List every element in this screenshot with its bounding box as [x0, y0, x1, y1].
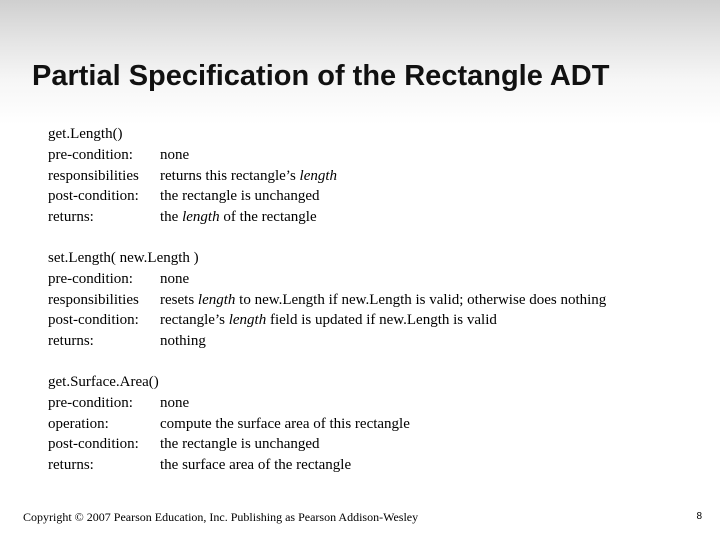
spec-row-value: the rectangle is unchanged [160, 188, 320, 205]
spec-block-set-length [48, 248, 606, 352]
spec-row [48, 414, 410, 435]
spec-row-label: responsibilities [48, 167, 139, 184]
spec-row-label: returns: [48, 457, 94, 474]
spec-row [48, 434, 410, 455]
spec-row-value: the length of the rectangle [160, 209, 317, 226]
page-number: 8 [696, 511, 702, 522]
spec-row-label: pre-condition: [48, 270, 133, 287]
spec-row-value: resets length to new.Length if new.Length is valid; otherwise does nothing [160, 291, 607, 308]
copyright-footer: Copyright © 2007 Pearson Education, Inc. Publishing as Pearson Addison-Wesley [23, 510, 419, 524]
spec-row-value: the surface area of the rectangle [160, 457, 352, 474]
spec-row-value: none [160, 270, 190, 287]
spec-row-label: pre-condition: [48, 146, 133, 163]
spec-row-value: rectangle’s length field is updated if new.Length is valid [160, 312, 497, 329]
emphasized-term: length [299, 167, 338, 184]
spec-row [48, 310, 606, 331]
spec-row-value: none [160, 394, 190, 411]
spec-row-label: returns: [48, 333, 94, 350]
spec-row-label: post-condition: [48, 188, 139, 205]
spec-row-label: post-condition: [48, 312, 139, 329]
emphasized-term: length [228, 312, 267, 329]
spec-method-name: get.Surface.Area() [48, 374, 159, 390]
spec-row [48, 331, 606, 352]
spec-row-label: returns: [48, 209, 94, 226]
emphasized-term: length [182, 209, 220, 226]
spec-row [48, 455, 410, 476]
spec-row-value: returns this rectangle’s length [160, 167, 338, 184]
spec-row-value: none [160, 146, 190, 163]
spec-row-label: post-condition: [48, 436, 139, 453]
spec-block-get-surface-area [48, 372, 410, 476]
spec-row-value: compute the surface area of this rectangle [160, 415, 410, 432]
spec-row-label: responsibilities [48, 291, 139, 308]
spec-row [48, 145, 337, 166]
spec-row-value: nothing [160, 333, 206, 350]
spec-row [48, 207, 337, 228]
spec-row [48, 393, 410, 414]
spec-method-name: get.Length() [48, 126, 123, 142]
spec-row-value: the rectangle is unchanged [160, 436, 320, 453]
spec-row-label: pre-condition: [48, 394, 133, 411]
spec-row [48, 166, 337, 187]
slide-title: Partial Specification of the Rectangle ADT [32, 60, 610, 92]
spec-row [48, 290, 606, 311]
spec-block-get-length [48, 124, 337, 228]
spec-method-name: set.Length( new.Length ) [48, 250, 199, 266]
spec-row-label: operation: [48, 415, 109, 432]
emphasized-term: length [197, 291, 236, 308]
spec-row [48, 186, 337, 207]
spec-row [48, 269, 606, 290]
